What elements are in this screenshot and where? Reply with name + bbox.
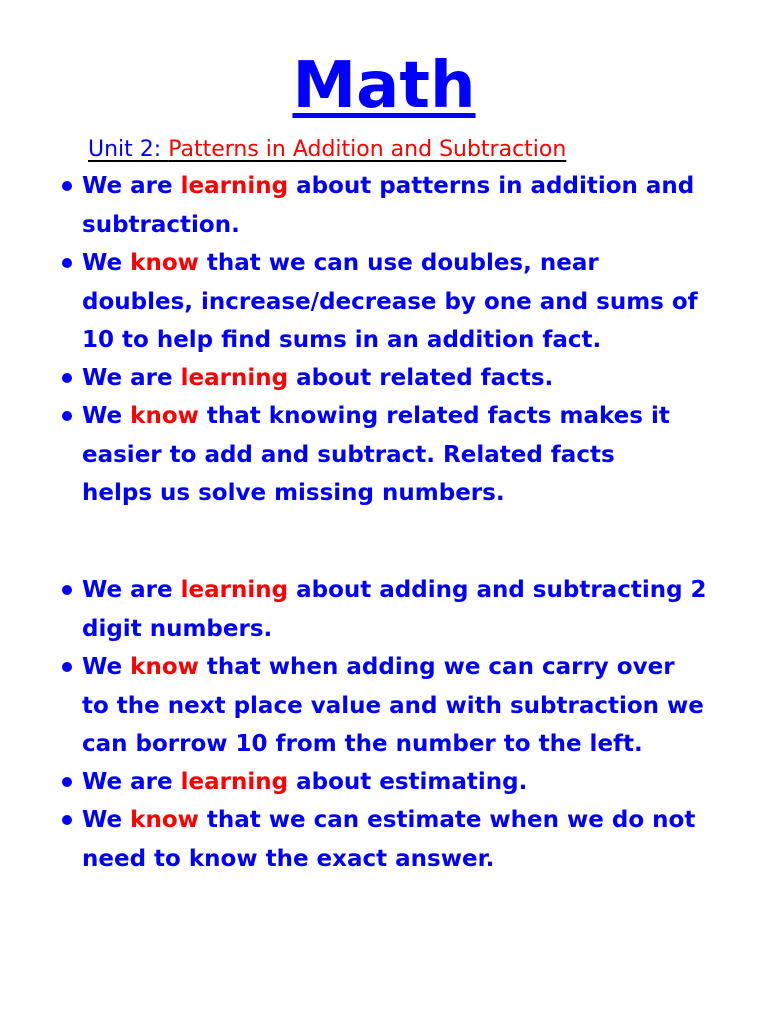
unit-label: Unit 2:	[88, 137, 169, 162]
line-text: We	[82, 654, 131, 680]
item-line	[58, 801, 738, 840]
bullet-icon	[58, 763, 80, 802]
item-line	[58, 763, 738, 802]
item-line	[58, 206, 738, 245]
line-text: easier to add and subtract. Related facts	[82, 441, 615, 468]
item-line	[58, 244, 738, 283]
item-line	[58, 436, 738, 475]
line-text-rest: that when adding we can carry over	[198, 654, 675, 680]
bullet-icon	[58, 167, 80, 206]
item-line	[58, 610, 738, 649]
bullet-icon	[58, 397, 80, 436]
line-text: We	[82, 807, 131, 833]
line-text: We are	[82, 769, 181, 795]
bullet-icon	[58, 359, 80, 398]
line-text: subtraction.	[82, 211, 240, 238]
item-line	[58, 321, 738, 360]
list-item	[58, 801, 738, 878]
unit-heading	[88, 133, 566, 167]
line-text: helps us solve missing numbers.	[82, 480, 505, 506]
line-text-rest: about patterns in addition and	[288, 173, 695, 199]
line-text: digit numbers.	[82, 615, 273, 642]
line-text-rest: that knowing related facts makes it	[198, 403, 670, 429]
highlight-word: learning	[180, 769, 289, 795]
item-line	[58, 359, 738, 398]
line-text: We are	[82, 577, 181, 603]
item-line	[58, 571, 738, 610]
line-text: need to know the exact answer.	[82, 845, 495, 872]
line-text-rest: that we can estimate when we do not	[198, 807, 696, 833]
item-line	[58, 687, 738, 726]
highlight-word: know	[130, 250, 199, 276]
line-text: can borrow 10 from the number to the left.	[82, 731, 643, 757]
bullet-icon	[58, 648, 80, 687]
bullet-icon	[58, 571, 80, 610]
line-text: We are	[82, 365, 181, 391]
page-title: Math	[292, 49, 476, 123]
list-item	[58, 763, 738, 802]
line-text: doubles, increase/decrease by one and sums of	[82, 288, 698, 315]
list-item	[58, 397, 738, 513]
bullet-icon	[58, 801, 80, 840]
item-line	[58, 840, 738, 879]
line-text: We are	[82, 173, 181, 199]
highlight-word: learning	[180, 577, 289, 603]
list-item	[58, 244, 738, 360]
list-item	[58, 571, 738, 648]
highlight-word: know	[130, 807, 199, 833]
highlight-word: know	[130, 403, 199, 429]
item-line	[58, 725, 738, 764]
bullet-icon	[58, 244, 80, 283]
highlight-word: learning	[180, 173, 289, 199]
line-text: We	[82, 403, 131, 429]
line-text-rest: about related facts.	[288, 365, 554, 391]
item-line	[58, 283, 738, 322]
line-text: to the next place value and with subtraction we	[82, 692, 704, 719]
line-text-rest: about estimating.	[288, 769, 528, 795]
item-line	[58, 397, 738, 436]
list-item	[58, 359, 738, 398]
unit-topic: Patterns in Addition and Subtraction	[168, 137, 567, 162]
list-item	[58, 648, 738, 764]
item-line	[58, 474, 738, 513]
highlight-word: learning	[180, 365, 289, 391]
line-text-rest: about adding and subtracting 2	[288, 577, 707, 603]
item-line	[58, 648, 738, 687]
line-text: 10 to help find sums in an addition fact.	[82, 327, 602, 353]
line-text-rest: that we can use doubles, near	[198, 250, 599, 276]
highlight-word: know	[130, 654, 199, 680]
line-text: We	[82, 250, 131, 276]
item-line	[58, 167, 738, 206]
list-item	[58, 167, 738, 244]
